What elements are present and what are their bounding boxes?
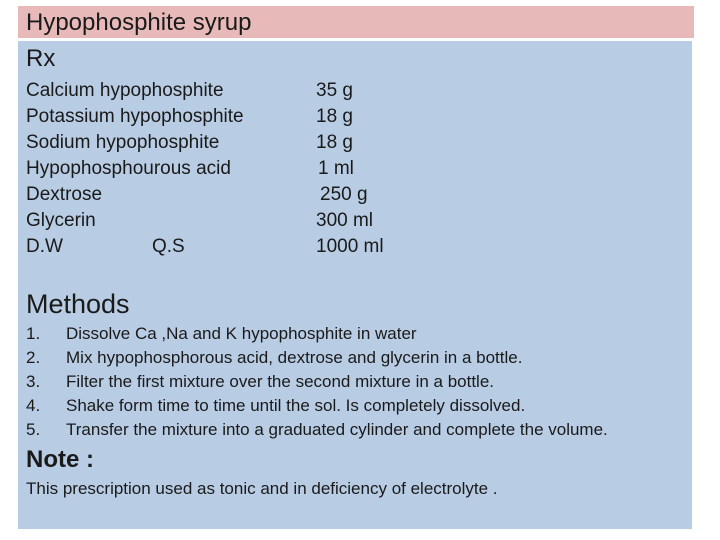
rx-label: Rx <box>26 45 56 72</box>
ingredient-quantity: 18 g <box>316 106 353 127</box>
ingredient-row <box>26 234 426 260</box>
note-text: This prescription used as tonic and in deficiency of electrolyte . <box>26 479 498 498</box>
ingredient-name: Calcium hypophosphite <box>26 80 224 101</box>
ingredient-name: Potassium hypophosphite <box>26 106 244 127</box>
title-bar <box>18 6 694 38</box>
ingredient-quantity: 35 g <box>316 80 353 101</box>
ingredient-row <box>26 182 426 208</box>
method-step <box>26 370 686 394</box>
note-heading: Note : <box>26 446 94 473</box>
ingredient-quantity: 1000 ml <box>316 236 384 257</box>
step-text: Transfer the mixture into a graduated cylinder and complete the volume. <box>66 420 608 439</box>
step-text: Filter the first mixture over the second mixture in a bottle. <box>66 372 495 391</box>
ingredient-row <box>26 78 426 104</box>
method-step <box>26 322 686 346</box>
step-text: Shake form time to time until the sol. Is completely dissolved. <box>66 396 526 415</box>
methods-heading: Methods <box>26 289 130 319</box>
step-number: 2. <box>26 348 41 367</box>
page-title: Hypophosphite syrup <box>26 9 252 36</box>
method-step <box>26 346 686 370</box>
ingredient-name: D.W <box>26 236 63 257</box>
ingredient-row <box>26 104 426 130</box>
content-panel <box>18 41 692 529</box>
method-step <box>26 394 686 418</box>
step-number: 5. <box>26 420 41 439</box>
ingredient-name: Glycerin <box>26 210 96 231</box>
ingredient-quantity: 18 g <box>316 132 353 153</box>
step-text: Dissolve Ca ,Na and K hypophosphite in water <box>66 324 417 343</box>
ingredient-row <box>26 156 426 182</box>
ingredient-name: Hypophosphourous acid <box>26 158 231 179</box>
ingredient-name: Sodium hypophosphite <box>26 132 220 153</box>
ingredient-row <box>26 208 426 234</box>
ingredient-qs: Q.S <box>152 236 185 257</box>
step-text: Mix hypophosphorous acid, dextrose and glycerin in a bottle. <box>66 348 523 367</box>
ingredient-quantity: 1 ml <box>318 158 354 179</box>
ingredient-row <box>26 130 426 156</box>
step-number: 4. <box>26 396 41 415</box>
step-number: 1. <box>26 324 41 343</box>
ingredient-name: Dextrose <box>26 184 103 205</box>
step-number: 3. <box>26 372 41 391</box>
ingredient-quantity: 300 ml <box>316 210 374 231</box>
methods-steps-list <box>26 322 686 442</box>
ingredients-list <box>26 78 426 260</box>
ingredient-quantity: 250 g <box>320 184 368 205</box>
method-step <box>26 418 686 442</box>
